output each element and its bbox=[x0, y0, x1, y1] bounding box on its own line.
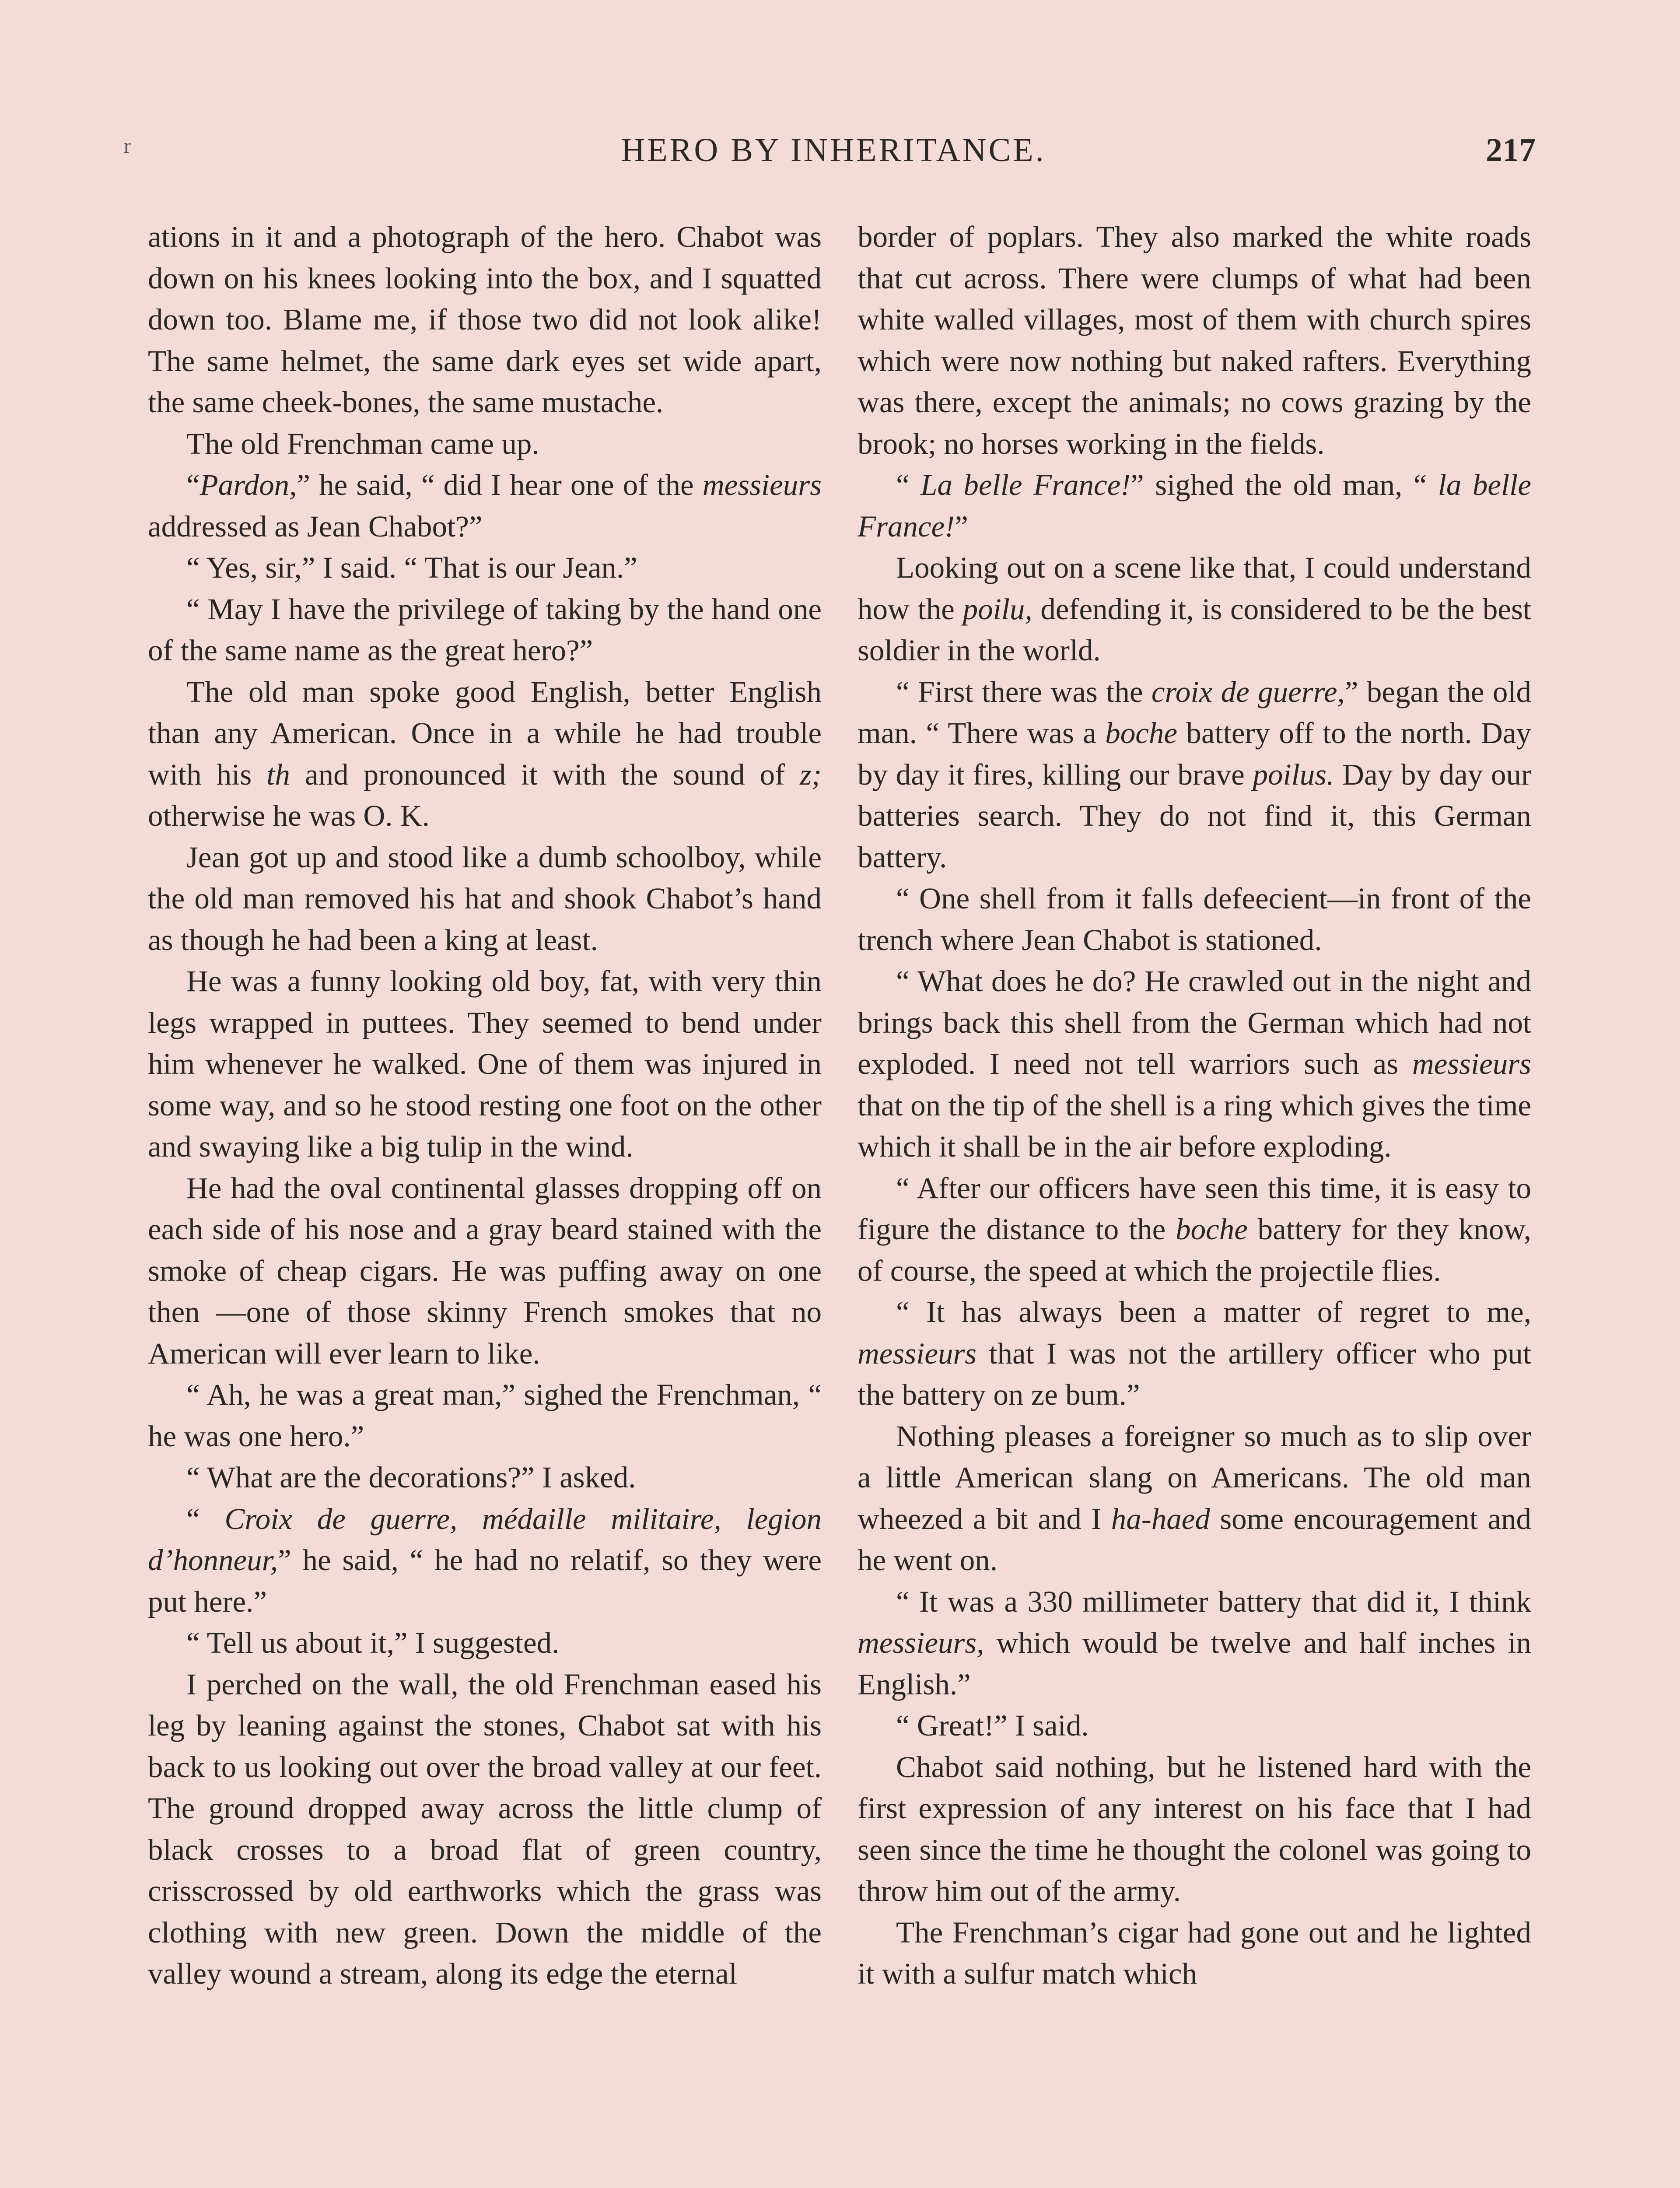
text-run: “ Yes, sir,” I said. “ That is our Jean.” bbox=[186, 551, 637, 584]
italic-text: Pardon, bbox=[200, 468, 297, 501]
text-run: “ Ah, he was a great man,” sighed the Frenchman, “ he was one hero.” bbox=[148, 1378, 822, 1453]
paragraph bbox=[148, 671, 822, 837]
margin-mark: ʳ bbox=[123, 132, 131, 170]
text-run: The Frenchman’s cigar had gone out and he lighted it with a sulfur match which bbox=[858, 1915, 1531, 1990]
text-run: battery off to the north. Day by day it fires, killing our brave bbox=[858, 716, 1531, 791]
text-run: defending it, is considered to be the best soldier in the world. bbox=[858, 592, 1531, 667]
text-run: I perched on the wall, the old Frenchman eased his leg by leaning against the stones, Chabot sat with his back to us looking out over the broad valley at our feet. The ground dropped away across the little clump of black crosses to a broad flat of green country, crisscrossed by old earthworks which the grass was clothing with new green. Down the middle of the valley wound a stream, along its edge the eternal bbox=[148, 1667, 822, 1990]
text-run: ” began the old man. “ There was a bbox=[858, 675, 1532, 750]
paragraph bbox=[148, 216, 822, 423]
italic-text: Croix de guerre, médaille militaire, legion d’honneur, bbox=[148, 1502, 822, 1577]
running-title: HERO BY INHERITANCE. bbox=[621, 132, 1046, 168]
paragraph bbox=[148, 1622, 822, 1664]
text-run: ” bbox=[955, 509, 968, 543]
text-run: border of poplars. They also marked the white roads that cut across. There were clumps of what had been white walled villages, most of them with church spires which were now nothing but naked rafters. Everything was there, except the animals; no cows grazing by the brook; no horses working in the fields. bbox=[858, 220, 1531, 460]
text-run: “ Great!” I said. bbox=[896, 1709, 1089, 1742]
text-run: some encouragement and he went on. bbox=[858, 1502, 1531, 1577]
italic-text: messieurs bbox=[858, 1336, 977, 1370]
italic-text: croix de guerre, bbox=[1151, 675, 1345, 708]
text-run: Chabot said nothing, but he listened hard with the first expression of any interest on his face that I had seen since the time he thought the colonel was going to throw him out of the army. bbox=[858, 1750, 1531, 1907]
page-header bbox=[131, 131, 1536, 184]
text-run: “ First there was the bbox=[896, 675, 1152, 708]
paragraph bbox=[858, 1168, 1531, 1292]
page-number: 217 bbox=[1486, 132, 1536, 168]
text-run: “ bbox=[186, 468, 200, 501]
text-run: The old man spoke good English, better English than any American. Once in a while he had trouble with his bbox=[148, 675, 822, 791]
text-run: The old Frenchman came up. bbox=[186, 427, 539, 460]
text-run: that on the tip of the shell is a ring which gives the time which it shall be in the air before exploding. bbox=[858, 1088, 1531, 1163]
paragraph bbox=[858, 1912, 1531, 1995]
paragraph bbox=[148, 547, 822, 589]
italic-text: poilus. bbox=[1253, 757, 1334, 791]
paragraph bbox=[858, 1746, 1531, 1912]
paragraph bbox=[858, 1581, 1531, 1705]
paragraph bbox=[148, 423, 822, 465]
text-run: Day by day our batteries search. They do not find it, this German battery. bbox=[858, 757, 1531, 874]
italic-text: poilu, bbox=[962, 592, 1032, 626]
italic-text: z; bbox=[800, 757, 822, 791]
text-run: addressed as Jean Chabot?” bbox=[148, 509, 483, 543]
text-run: “ What does he do? He crawled out in the night and brings back this shell from the German which had not exploded. I need not tell warriors such as bbox=[858, 964, 1531, 1080]
paragraph bbox=[148, 1374, 822, 1457]
text-run: ations in it and a photograph of the hero. Chabot was down on his knees looking into the box, and I squatted down too. Blame me, if those two did not look alike! The same helmet, the same dark eyes set wide apart, the same cheek-bones, the same mustache. bbox=[148, 220, 822, 419]
italic-text: ha-haed bbox=[1111, 1502, 1210, 1536]
italic-text: messieurs bbox=[1412, 1047, 1531, 1080]
text-run: “ One shell from it falls defeecient—in front of the trench where Jean Chabot is stationed. bbox=[858, 882, 1531, 957]
paragraph bbox=[858, 878, 1531, 961]
text-run: ” he said, “ did I hear one of the bbox=[297, 468, 703, 501]
italic-text: boche bbox=[1105, 716, 1177, 750]
italic-text: messieurs bbox=[702, 468, 822, 501]
text-run: “ bbox=[896, 468, 921, 501]
paragraph bbox=[148, 589, 822, 671]
paragraph bbox=[148, 961, 822, 1168]
text-run: “ Tell us about it,” I suggested. bbox=[186, 1626, 560, 1659]
text-run: “ bbox=[186, 1502, 225, 1536]
text-run: battery for they know, of course, the speed at which the projectile flies. bbox=[858, 1213, 1531, 1287]
paragraph bbox=[858, 1291, 1531, 1416]
text-run: and pronounced it with the sound of bbox=[290, 757, 800, 791]
right-column bbox=[858, 216, 1531, 1995]
text-run: Nothing pleases a foreigner so much as to slip over a little American slang on Americans. The old man wheezed a bit and I bbox=[858, 1419, 1531, 1536]
paragraph bbox=[148, 837, 822, 961]
text-run: Jean got up and stood like a dumb schoolboy, while the old man removed his hat and shook Chabot’s hand as though he had been a king at least. bbox=[148, 840, 822, 957]
paragraph bbox=[148, 1498, 822, 1623]
paragraph bbox=[858, 464, 1531, 547]
text-run: “ After our officers have seen this time, it is easy to figure the distance to the bbox=[858, 1171, 1531, 1246]
text-run: ” sighed the old man, “ bbox=[1130, 468, 1438, 501]
text-run: “ May I have the privilege of taking by the hand one of the same name as the great hero?” bbox=[148, 592, 822, 667]
paragraph bbox=[858, 671, 1531, 878]
text-run: He had the oval continental glasses dropping off on each side of his nose and a gray beard stained with the smoke of cheap cigars. He was puffing away on one then —one of those skinny French smokes that no American will ever learn to like. bbox=[148, 1171, 822, 1370]
text-run: which would be twelve and half inches in English.” bbox=[858, 1626, 1531, 1701]
paragraph bbox=[858, 961, 1531, 1168]
italic-text: boche bbox=[1176, 1213, 1248, 1246]
paragraph bbox=[858, 547, 1531, 671]
italic-text: th bbox=[266, 757, 290, 791]
text-run: otherwise he was O. K. bbox=[148, 799, 430, 832]
text-run: He was a funny looking old boy, fat, with very thin legs wrapped in puttees. They seemed to bend under him whenever he walked. One of them was injured in some way, and so he stood resting one foot on the other and swaying like a big tulip in the wind. bbox=[148, 964, 822, 1163]
paragraph bbox=[148, 464, 822, 547]
paragraph bbox=[148, 1457, 822, 1498]
italic-text: La belle France! bbox=[920, 468, 1131, 501]
italic-text: la belle France! bbox=[858, 468, 1531, 543]
text-run: “ What are the decorations?” I asked. bbox=[186, 1461, 636, 1494]
left-column bbox=[148, 216, 822, 1995]
italic-text: messieurs, bbox=[858, 1626, 984, 1659]
text-run: Looking out on a scene like that, I could understand how the bbox=[858, 551, 1531, 626]
text-run: that I was not the artillery officer who put the battery on ze bum.” bbox=[858, 1336, 1531, 1411]
paragraph bbox=[148, 1168, 822, 1375]
paragraph bbox=[858, 216, 1531, 464]
text-run: “ It has always been a matter of regret to me, bbox=[896, 1295, 1531, 1329]
paragraph bbox=[148, 1664, 822, 1995]
text-run: ” he said, “ he had no relatif, so they were put here.” bbox=[148, 1543, 822, 1618]
paragraph bbox=[858, 1705, 1531, 1746]
text-run: “ It was a 330 millimeter battery that did it, I think bbox=[896, 1585, 1531, 1618]
paragraph bbox=[858, 1416, 1531, 1581]
